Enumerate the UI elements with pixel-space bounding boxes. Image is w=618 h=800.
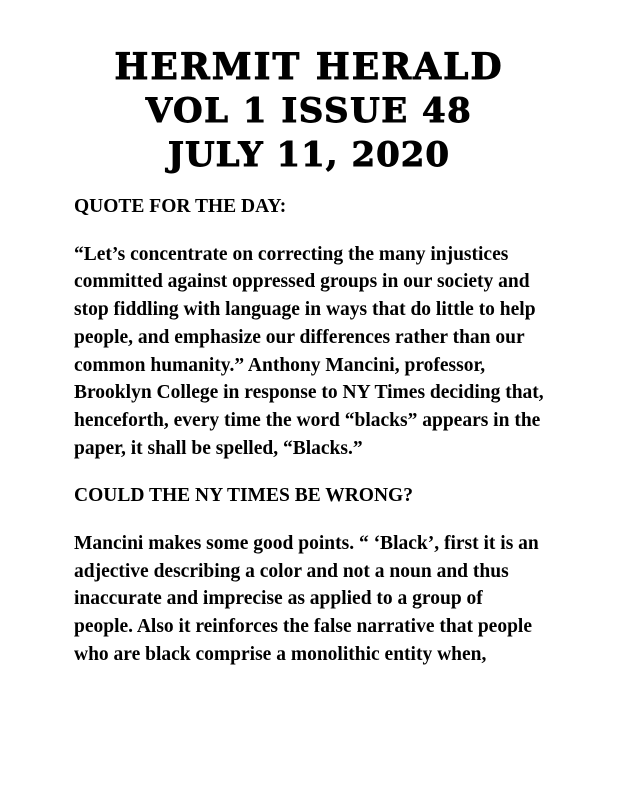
- masthead-volume-issue: VOL 1 ISSUE 48: [145, 91, 473, 132]
- masthead-title: HERMIT HERALD: [114, 46, 504, 88]
- spacer: [74, 462, 544, 482]
- section-body-quote: “Let’s concentrate on correcting the many injustices committed against oppressed groups in our society and stop fiddling with language in ways that do little to help people, and emphasize our differences rather than our common humanity.” Anthony Mancini, professor, Brooklyn College in response to NY Times deciding that, henceforth, every time the word “blacks” appears in the paper, it shall be spelled, “Blacks.”: [74, 243, 544, 459]
- document-body: [74, 193, 544, 668]
- section-heading-quote: QUOTE FOR THE DAY:: [74, 196, 287, 218]
- spacer: [74, 227, 544, 241]
- section-heading-question: COULD THE NY TIMES BE WRONG?: [74, 485, 413, 507]
- masthead: [74, 44, 544, 177]
- spacer: [74, 516, 544, 530]
- section-body-question: Mancini makes some good points. “ ‘Black’, first it is an adjective describing a color and not a noun and thus inaccurate and imprecise as applied to a group of people. Also it reinforces the false narrative that people who are black comprise a monolithic entity when,: [74, 532, 539, 665]
- masthead-date: JULY 11, 2020: [167, 134, 451, 175]
